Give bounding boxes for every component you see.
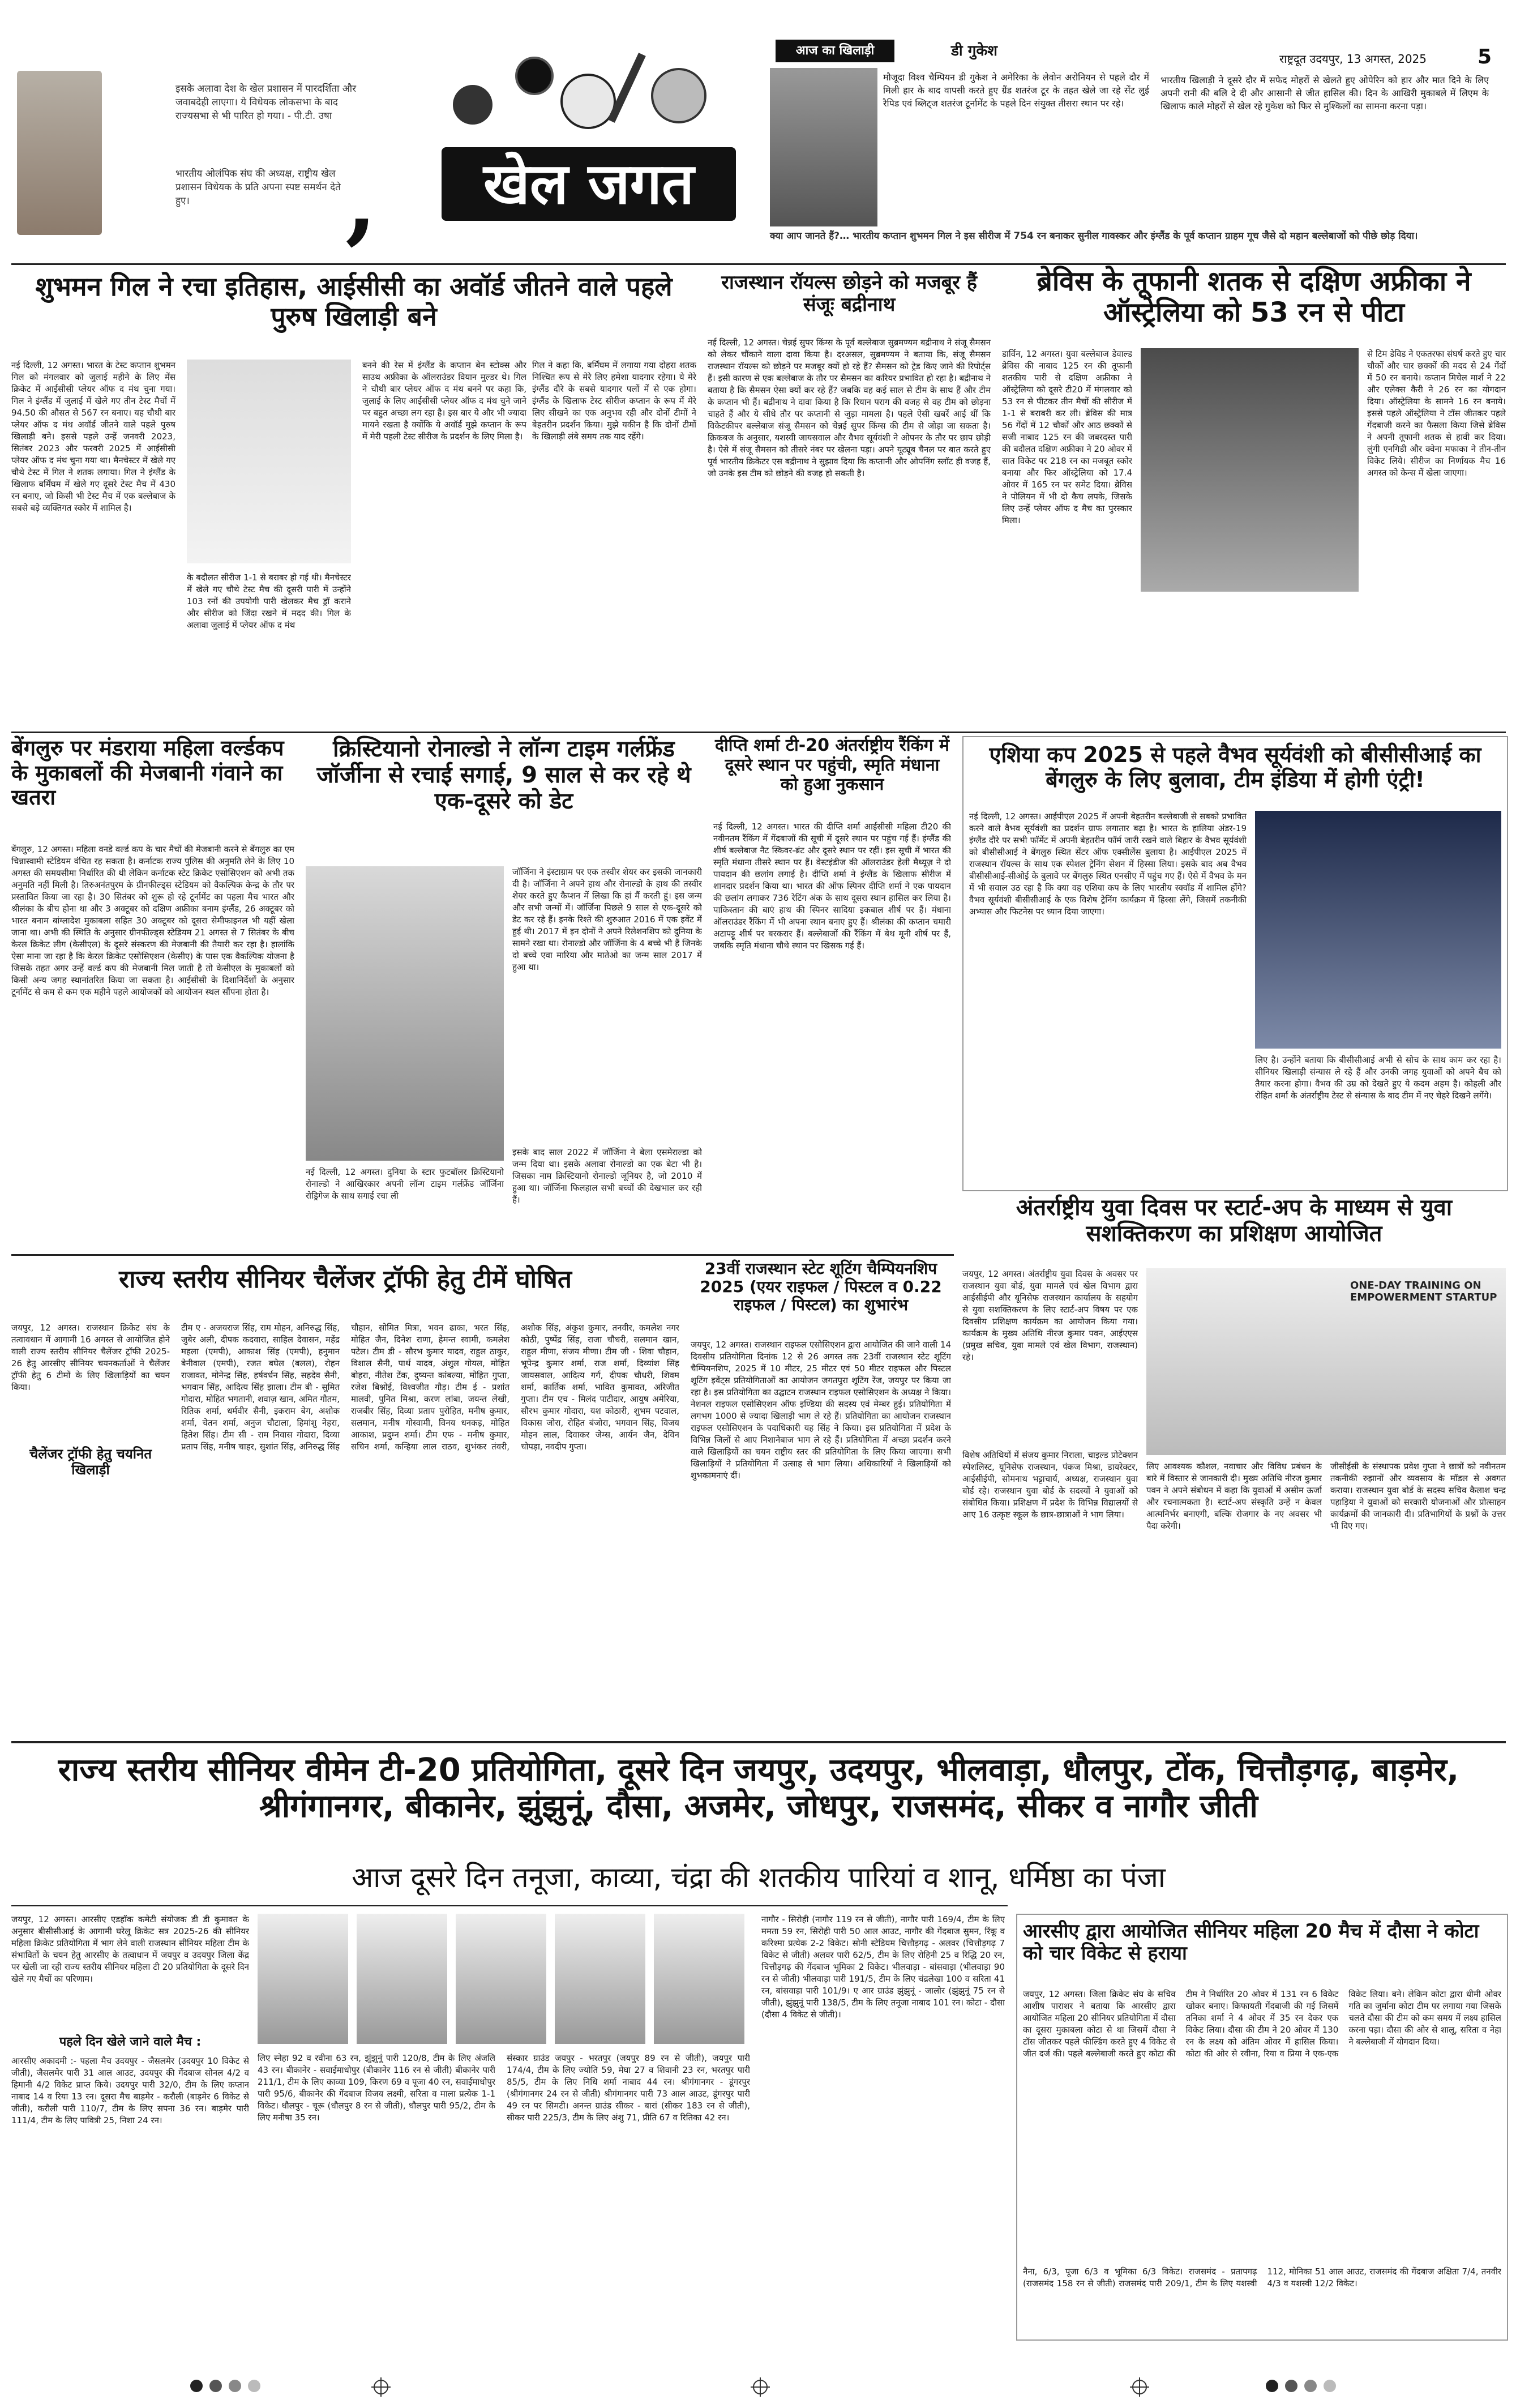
player-photo bbox=[555, 1914, 645, 2044]
article-title: 23वीं राजस्थान स्टेट शूटिंग चैम्पियनशिप 2025 (एयर राइफल / पिस्टल व 0.22 राइफल / पिस्टल) का शुभारंभ bbox=[700, 1259, 942, 1315]
article-body: लिए है। उन्होंने बताया कि बीसीसीआई अभी से सोच के साथ काम कर रहा है। सीनियर खिलाड़ी संन्यास ले रहे हैं और उनकी जगह युवाओं को अपने बैच को तैयार करना होगा। वैभव की उम्र को देखते हुए ये कदम अहम है। कोहली और रोहित शर्मा के अंतर्राष्ट्रीय टेस्ट से संन्यास के बाद टीम में नए चेहरे दिखने लगेंगे। bbox=[1255, 1055, 1501, 1101]
article-body: गिल ने कहा कि, बर्मिंघम में लगाया गया दोहरा शतक निश्चित रूप से मेरे लिए हमेशा यादगार रहेगा। ये मेरे इंग्लैंड दौरे के सबसे यादगार पलों में से एक होगा। इंग्लैंड के खिलाफ टेस्ट सीरीज कप्तान के रूप में मेरे लिए सीखने का एक अनुभव रही और दोनों टीमों ने बेहतरीन प्रदर्शन किया। मुझे यकीन है कि दोनों टीमों के खिलाड़ी लंबे समय तक याद रहेंगे। bbox=[532, 360, 696, 442]
dateline: राष्ट्रदूत उदयपुर, 13 अगस्त, 2025 bbox=[1279, 52, 1427, 66]
article-body: जयपुर, 12 अगस्त। आरसीए एडहॉक कमेटी संयोजक डी डी कुमावत के अनुसार बीसीसीआई के आगामी घरेलू क्रिकेट सत्र 2025-26 की सीनियर महिला क्रिकेट प्रतियोगिता में भाग लेने वाली राजस्थान सीनियर महिला टीम के संभावितों के चयन हेतु आरसीए के तत्वाधान में जयपुर व उदयपुर जिला केंद्र पर खेली जा रही राज्य स्तरीय सीनियर महिला टी 20 प्रतियोगिता के दूसरे दिन खेले गए मैचों का परिणाम। bbox=[11, 1914, 249, 1984]
player-photos bbox=[258, 1914, 750, 2044]
article-body: नैना, 6/3, पूजा 6/3 व भूमिका 6/3 विकेट। राजसमंद - प्रतापगढ़ (राजसमंद 158 रन से जीती) राजसमंद पारी 209/1, टीम के लिए यशस्वी 112, मोनिका 51 आल आउट, राजसमंद की गेंदबाज अक्षिता 7/4, तनवीर 4/3 व यशस्वी 12/2 विकेट। bbox=[1023, 2266, 1501, 2289]
article-body: डार्विन, 12 अगस्त। युवा बल्लेबाज डेवाल्ड ब्रेविस की नाबाद 125 रन की तूफानी शतकीय पारी से दक्षिण अफ्रीका ने ऑस्ट्रेलिया को दूसरे टी20 में मंगलवार को 53 रन से पीटकर तीन मैचों की सीरीज में 1-1 से बराबरी कर ली। ब्रेविस की मात्र 56 गेंदों में 12 चौकों और आठ छक्कों से सजी नाबाद 125 रन की जबरदस्त पारी की बदौलत दक्षिण अफ्रीका ने 20 ओवर में सात विकेट पर 218 रन का मजबूत स्कोर बनाया और फिर ऑस्ट्रेलिया को 17.4 ओवर में 165 रन पर समेट दिया। ब्रेविस ने पोलियन में भी दो कैच लपके, जिसके लिए उन्हें प्लेयर ऑफ द मैच का पुरस्कार मिला। bbox=[1002, 349, 1132, 525]
pt-usha-photo bbox=[17, 71, 102, 235]
article-body: नागौर - सिरोही (नागौर 119 रन से जीती), नागौर पारी 169/4, टीम के लिए ममता 59 रन, सिरोही पारी 50 आल आउट, नागौर की गेंदबाज सुमन, रिंकू व करिश्मा प्रत्येक 2-2 विकेट। सोनी स्टेडियम चित्तौड़गढ़ - अलवर (चित्तौड़गढ़ 7 विकेट से जीती) अलवर पारी 62/5, टीम के लिए रोहिनी 25 व रिद्धि 20 रन, चित्तौड़गढ़ की गेंदबाज भूमिका 2 विकेट। भीलवाड़ा - बांसवाड़ा (भीलवाड़ा 90 रन से जीती) भीलवाड़ा पारी 191/5, टीम के लिए चंद्रलेखा 100 व सरिता 41 रन, बांसवाड़ा पारी 101/9। ए आर ग्राउंड झुंझुनूं - जालोर (झुंझुनूं 75 रन से जीती), झुंझुनूं पारी 138/5, टीम के लिए तनूजा नाबाद 101 रन। कोटा - दौसा (दौसा 4 विकेट से जीती)। bbox=[761, 1914, 1005, 2020]
article-title: ब्रेविस के तूफानी शतक से दक्षिण अफ्रीका ने ऑस्ट्रेलिया को 53 रन से पीटा bbox=[1037, 266, 1471, 329]
article-title: बेंगलुरु पर मंडराया महिला वर्ल्डकप के मुकाबलों की मेजबानी गंवाने का खतरा bbox=[11, 735, 284, 810]
article-body: नई दिल्ली, 12 अगस्त। भारत के टेस्ट कप्तान शुभमन गिल को मंगलवार को जुलाई महीने के लिए मेंस क्रिकेट में आईसीसी प्लेयर ऑफ द मंथ चुना गया। गिल ने इंग्लैंड में जुलाई में खेले गए तीन टेस्ट मैचों में 94.50 की औसत से 567 रन बनाए। यह चौथी बार प्लेयर ऑफ द मंथ अवॉर्ड जीतने वाले पहले पुरुष खिलाड़ी बने। इससे पहले उन्हें जनवरी 2023, सितंबर 2023 और फरवरी 2025 में आईसीसी प्लेयर ऑफ द मंथ चुना गया था। मैनचेस्टर में खेले गए चौथे टेस्ट में गिल ने शतक लगाया। गिल ने इंग्लैंड के खिलाफ बर्मिंघम में खेले गए दूसरे टेस्ट मैच में 430 रन बनाए, जो किसी भी टेस्ट मैच में एक बल्लेबाज के सबसे बड़े व्यक्तिगत स्कोर में शामिल है। bbox=[11, 360, 175, 513]
player-text-continued: भारतीय खिलाड़ी ने दूसरे दौर में सफेद मोहरों से खेलते हुए ओपेरिन को हार और मात दिने के लिए अपनी रानी की बलि दे दी और आसानी से जीत हासिल की। दिन के आखिरी मुकाबले में लिएम के खिलाफ काले मोहरों से खेल रहे गुकेश को फिर से मुश्किलों का सामना करना पड़ा। bbox=[1160, 75, 1489, 112]
article-body: नई दिल्ली, 12 अगस्त। आईपीएल 2025 में अपनी बेहतरीन बल्लेबाजी से सबको प्रभावित करने वाले वैभव सूर्यवंशी का प्रदर्शन ग्राफ लगातार बढ़ा है। भारत के हालिया अंडर-19 इंग्लैंड दौरे पर सभी फॉर्मेट में अपनी बेहतरीन फॉर्म जारी रखने वाले बिहार के वैभव सूर्यवंशी को बीसीसीआई ने बेंगलुरु स्थित सेंटर ऑफ एक्सीलेंस बुलाया है। आईपीएल 2025 में राजस्थान रॉयल्स के साथ एक स्पेशल ट्रेनिंग सेशन में हिस्सा लिया। इसके बाद अब वैभव बीसीसीआई-सीओई के बुलावे पर बेंगलुरु स्थित एनसीए में पहुंच गए हैं। ऐसे में वैभव के मन में भी सवाल उठ रहा है कि क्या वह एशिया कप के लिए भारतीय स्क्वॉड में शामिल होंगे? वैभव सूर्यवंशी बीसीसीआई के एक विशेष ट्रेनिंग कार्यक्रम में हिस्सा लेंगे, जिसमें तकनीकी अभ्यास और फिटनेस पर ध्यान दिया जाएगा। bbox=[969, 811, 1247, 917]
article-body: आरसीए अकादमी :- पहला मैच उदयपुर - जैसलमेर (उदयपुर 10 विकेट से जीती), जैसलमेर पारी 31 आल आउट, उदयपुर की गेंदबाज सोनल 4/2 व हिमानी 4/2 विकेट प्राप्त किये। उदयपुर पारी 32/0, टीम के लिए कप्तान नाबाद 14 व रिया 13 रन। दूसरा मैच बाड़मेर - करौली (बाड़मेर 6 विकेट से जीती), करौली पारी 110/7, टीम के लिए सपना 36 रन। बाड़मेर पारी 111/4, टीम के लिए पावित्री 25, निशा 24 रन। bbox=[11, 2056, 249, 2125]
gukesh-photo bbox=[770, 68, 877, 226]
article-title: राज्य स्तरीय सीनियर चैलेंजर ट्रॉफी हेतु टीमें घोषित bbox=[119, 1265, 572, 1294]
article-title: शुभमन गिल ने रचा इतिहास, आईसीसी का अवॉर्ड जीतने वाले पहले पुरुष खिलाड़ी बने bbox=[35, 271, 673, 332]
article-body: नई दिल्ली, 12 अगस्त। भारत की दीप्ति शर्मा आईसीसी महिला टी20 की नवीनतम रैंकिंग में गेंदबाजों की सूची में दूसरे स्थान पर पहुंच गई हैं। इंग्लैंड की शीर्ष बल्लेबाज नैट स्किवर-ब्रंट और दूसरे स्थान पर रहीं। इस सूची में भारत की स्मृति मंधाना तीसरे स्थान पर हैं। वेस्टइंडीज की ऑलराउंडर हेली मैथ्यूज़ ने दो पायदान की छलांग लगाई है। दीप्ति शर्मा ने इंग्लैंड के खिलाफ सीरीज में शानदार प्रदर्शन किया था। भारत की ऑफ स्पिनर दीप्ति शर्मा ने एक पायदान की छलांग लगाकर 736 रेटिंग अंक के साथ दूसरा स्थान हासिल कर लिया है। पाकिस्तान की बाएं हाथ की स्पिनर सादिया इकबाल शीर्ष पर हैं। मंधाना ऑलराउंडर रैंकिंग में भी अपना स्थान बनाए हुए हैं। श्रीलंका की कप्तान चमारी अटापट्टू शीर्ष पर बरकरार हैं। बल्लेबाजों की रैंकिंग में बेथ मूनी शीर्ष पर हैं, जबकि स्मृति मंधाना चौथे स्थान पर खिसक गई हैं। bbox=[713, 822, 951, 951]
player-name: डी गुकेश bbox=[951, 42, 997, 59]
article-body: संस्कार ग्राउंड जयपुर - भरतपुर (जयपुर 89 रन से जीती), जयपुर पारी 174/4, टीम के लिए ज्योति 59, मेघा 27 व शिवानी 23 रन, भरतपुर पारी 85/5, टीम के लिए निधि शर्मा नाबाद 44 रन। श्रीगंगानगर - डूंगरपुर (श्रीगंगानगर 24 रन से जीती) श्रीगंगानगर पारी 73 आल आउट, डूंगरपुर पारी 49 रन पर सिमटी। अनन्त ग्राउंड सीकर - बारां (सीकर 183 रन से जीती), सीकर पारी 225/3, टीम के लिए अंशु 71, प्रीति 67 व रितिका 42 रन। bbox=[507, 2053, 750, 2123]
article-body: जयपुर, 12 अगस्त। राजस्थान राइफल एसोसिएशन द्वारा आयोजित की जाने वाली 14 दिवसीय प्रतियोगिता दिनांक 12 से 26 अगस्त तक 23वीं राजस्थान स्टेट शूटिंग चैम्पियनशिप, 2025 में 10 मीटर, 25 मीटर एवं 50 मीटर राइफल और पिस्टल शूटिंग इवेंट्स प्रतियोगिताओं का आयोजन जगतपुरा शूटिंग रेंज, जयपुर पर किया जा रहा है। इस प्रतियोगिता का उद्घाटन राजस्थान राइफल एसोसिएशन के अध्यक्ष ने किया। नेशनल राइफल एसोसिएशन ऑफ इण्डिया की सदस्य एवं मेम्बर हुई। प्रतियोगिता में लगभग 1000 से ज्यादा खिलाड़ी भाग ले रहे हैं। प्रतियोगिता का आयोजन राजस्थान राइफल एसोसिएशन के पदाधिकारी यह सिंह ने किया। इस प्रतियोगिता में प्रदेश के विभिन्न जिलों से आए निशानेबाज भाग ले रहे हैं। प्रतियोगिता में अच्छा प्रदर्शन करने वाले खिलाड़ियों का चयन राष्ट्रीय स्तर की प्रतियोगिता के लिए किया जाएगा। सभी खिलाड़ियों ने प्रतियोगिता में उत्साह से भाग लिया। अधिकारियों ने खिलाड़ियों को शुभकामनाएं दीं। bbox=[691, 1340, 951, 1481]
article-body: नई दिल्ली, 12 अगस्त। चेन्नई सुपर किंग्स के पूर्व बल्लेबाज सुब्रमण्यम बद्रीनाथ ने संजू सैमसन को लेकर चौंकाने वाला दावा किया है। दरअसल, सुब्रमण्यम ने बताया कि, संजू सैमसन राजस्थान रॉयल्स को छोड़ने पर मजबूर क्यों हो रहे हैं? सैमसन को ट्रेड किए जाने की रिपोर्ट्स हैं। इसी कारण से एक बल्लेबाज के तौर पर सैमसन का करियर प्रभावित हो रहा है। बद्रीनाथ ने बताया है कि सैमसन ऐसा क्यों कर रहे हैं? जबकि वह कई साल से टीम के साथ हैं और टीम के कप्तान भी हैं। बद्रीनाथ ने दावा किया है कि रियान पराग की वजह से वह टीम को छोड़ना चाहते हैं और ये सीधे तौर पर कप्तानी से जुड़ा मामला है। पहले ऐसी खबरें आई थीं कि विकेटकीपर बल्लेबाज संजू सैमसन को चेन्नई सुपर किंग्स की टीम से जोड़ा जा सकता है। क्रिकबज के अनुसार, यशस्वी जायसवाल और वैभव सूर्यवंशी ने ओपनर के तौर पर छाप छोड़ी है। ऐसे में संजू सैमसन को तीसरे नंबर पर खेलना पड़ा। अपने यूट्यूब चैनल पर बात करते हुए पूर्व भारतीय क्रिकेटर एस बद्रीनाथ ने सुझाव दिया कि कप्तानी और ओपनिंग स्लॉट ही वजह हैं, जो उनके इस टीम को छोड़ने की वजह हो सकती है। bbox=[708, 337, 991, 478]
did-you-know: क्या आप जानते हैं?… भारतीय कप्तान शुभमन गिल ने इस सीरीज में 754 रन बनाकर सुनील गावस्कर और इंग्लैंड के पूर्व कप्तान ग्राहम गूच जैसे दो महान बल्लेबाजों को पीछे छोड़ दिया। bbox=[770, 230, 1418, 242]
article-body: जीसीईसी के संस्थापक प्रवेश गुप्ता ने छात्रों को नवीनतम तकनीकी रुझानों और व्यवसाय के मॉडल से अवगत कराया। राजस्थान युवा बोर्ड के सदस्य सचिव कैलाश चन्द्र पहाड़िया ने युवाओं को सरकारी योजनाओं और प्रोत्साहन कार्यक्रमों की जानकारी दी। प्रतिभागियों के प्रश्नों के उत्तर भी दिए गए। bbox=[1330, 1461, 1506, 1531]
vaibhav-photo bbox=[1255, 811, 1501, 1049]
crosshair-icon bbox=[374, 2380, 388, 2394]
article-body: इसके बाद साल 2022 में जॉर्जिना ने बेला एसमेराल्डा को जन्म दिया था। इसके अलावा रोनाल्डो का एक बेटा भी है। जिसका नाम क्रिस्टियानो रोनाल्डो जूनियर है, जो 2010 में हुआ था। जॉर्जिना फिलहाल सभी बच्चों की देखभाल कर रही हैं। bbox=[512, 1147, 702, 1205]
player-photo bbox=[357, 1914, 447, 2044]
article-title: एशिया कप 2025 से पहले वैभव सूर्यवंशी को बीसीसीआई का बेंगलुरु के लिए बुलावा, टीम इंडिया में होगी एंट्री! bbox=[989, 742, 1481, 792]
article-vaibhav bbox=[962, 736, 1508, 1191]
gill-photo bbox=[187, 360, 351, 563]
article-subhead: चैलेंजर ट्रॉफी हेतु चयनित खिलाड़ी bbox=[29, 1446, 152, 1478]
masthead bbox=[419, 40, 759, 243]
article-rca-box bbox=[1016, 1914, 1508, 2341]
quote-text: इसके अलावा देश के खेल प्रशासन में पारदर्शिता और जवाबदेही लाएगा। ये विधेयक लोकसभा के बाद राज्यसभा से भी पारित हो गया। - पी.टी. उषा bbox=[175, 83, 357, 122]
masthead-title: खेल जगत bbox=[442, 147, 736, 221]
article-body: जयपुर, 12 अगस्त। अंतर्राष्ट्रीय युवा दिवस के अवसर पर राजस्थान युवा बोर्ड, युवा मामले एवं खेल विभाग द्वारा आईसीईपी और यूनिसेफ राजस्थान कार्यालय के सहयोग से युवा सशक्तिकरण के लिए स्टार्ट-अप विषय पर एक दिवसीय प्रशिक्षण कार्यक्रम का आयोजन किया गया। कार्यक्रम के मुख्य अतिथि नीरज कुमार पवन, आईएएस (प्रमुख सचिव, युवा मामले एवं खेल विभाग, राजस्थान) रहे। bbox=[962, 1269, 1138, 1362]
player-photo bbox=[654, 1914, 744, 2044]
article-body: बनने की रेस में इंग्लैंड के कप्तान बेन स्टोक्स और साउथ अफ्रीका के ऑलराउंडर वियान मुल्डर थे। गिल ने चौथी बार प्लेयर ऑफ द मंथ बनने पर कहा कि, जुलाई के लिए आईसीसी प्लेयर ऑफ द मंथ चुने जाने पर बहुत अच्छा लग रहा है। इस बार ये और भी ज्यादा मायने रखता है क्योंकि ये अवॉर्ड मुझे कप्तान के रूप में मेरी पहली टेस्ट सीरीज के प्रदर्शन के लिए मिला है। bbox=[362, 360, 526, 442]
article-body: विशेष अतिथियों में संजय कुमार निराला, चाइल्ड प्रोटेक्शन स्पेशलिस्ट, यूनिसेफ राजस्थान, पंकज मिश्रा, डायरेक्टर, आईसीईपी, सोमनाथ भट्टाचार्य, अध्यक्ष, राजस्थान युवा बोर्ड रहे। राजस्थान युवा बोर्ड के सदस्यों ने युवाओं को संबोधित किया। प्रशिक्षण में प्रदेश के विभिन्न विद्यालयों से आए 16 उत्कृष्ट स्कूल के छात्र-छात्राओं ने भाग लिया। bbox=[962, 1450, 1138, 1520]
player-photo bbox=[456, 1914, 546, 2044]
article-body: बेंगलुरु, 12 अगस्त। महिला वनडे वर्ल्ड कप के चार मैचों की मेजबानी करने से बेंगलुरु का एम चिन्नास्वामी स्टेडियम वंचित रह सकता है। कर्नाटक राज्य पुलिस की अनुमति लेने के लिए 10 अगस्त की समयसीमा निर्धारित की थी लेकिन कर्नाटक स्टेट क्रिकेट एसोसिएशन को अभी तक अनुमति नहीं मिली है। तिरुअनंतपुरम के ग्रीनफील्ड्स स्टेडियम को वैकल्पिक केन्द्र के तौर पर प्रस्तावित किया जा रहा है। 30 सितंबर को शुरू हो रहे टूर्नामेंट का पहला मैच भारत और श्रीलंका के बीच होना था और 3 अक्टूबर को दक्षिण अफ्रीका बनाम इंग्लैंड, 26 अक्टूबर को भारत बनाम बांग्लादेश मुकाबला सहित 30 अक्टूबर को दूसरा सेमीफाइनल भी यहीं खेला जाना था। अभी की स्थिति के अनुसार ग्रीनफील्ड्स स्टेडियम 21 अगस्त से 7 सितंबर के बीच केरल क्रिकेट लीग (केसीएल) के दूसरे संस्करण की मेजबानी की तैयारी कर रहा है। हालांकि ऐसा माना जा रहा है कि केरल क्रिकेट एसोसिएशन (केसीए) के पास एक वैकल्पिक योजना है जिसके तहत अगर उन्हें वर्ल्ड कप की मेजबानी मिल जाती है तो केसीएल के मुकाबलों को किसी अन्य जगह स्थानांतरित किया जा सकता है। आईसीसी के दिशानिर्देशों के अनुसार टूर्नामेंट से कम से कम एक महीने पहले आयोजकों को आयोजन स्थल सौंपना होता है। bbox=[11, 844, 294, 997]
article-body: जयपुर, 12 अगस्त। जिला क्रिकेट संघ के सचिव आशीष पाराशर ने बताया कि आरसीए द्वारा आयोजित महिला 20 सीनियर प्रतियोगिता में दौसा का दूसरा मुकाबला कोटा से था जिसमें दौसा ने टॉस जीतकर पहले फील्डिंग करते हुए 4 विकेट से जीत दर्ज की। पहले बल्लेबाजी करते हुए कोटा की टीम ने निर्धारित 20 ओवर में 131 रन 6 विकेट खोकर बनाए। किफायती गेंदबाजी की गई जिसमें तनिका शर्मा ने 4 ओवर में 35 रन देकर एक विकेट लिया। दौसा की टीम ने 20 ओवर में 130 रन के लक्ष्य को अंतिम ओवर में हासिल किया। कोटा की ओर से रवीना, रिया व प्रिया ने एक-एक विकेट लिया। बने। लेकिन कोटा द्वारा धीमी ओवर गति का जुर्माना कोटा टीम पर लगाया गया जिसके चलते दौसा की टीम को कम समय में लक्ष्य हासिल करना पड़ा। दौसा की ओर से शालू, सरिता व नेहा ने बल्लेबाजी में योगदान दिया। bbox=[1023, 1989, 1501, 2059]
article-body: लिए स्नेहा 92 व रवीना 63 रन, झुंझुनूं पारी 120/8, टीम के लिए अंजलि 43 रन। बीकानेर - सवाईमाधोपुर (बीकानेर 116 रन से जीती) बीकानेर पारी 211/1, टीम के लिए काव्या 109, किरण 69 व पूजा 40 रन, सवाईमाधोपुर पारी 95/6, बीकानेर की गेंदबाज विजय लक्ष्मी, सरिता व माला प्रत्येक 1-1 विकेट। धौलपुर - चूरू (धौलपुर 8 रन से जीती), धौलपुर पारी 95/2, टीम के लिए मनीषा 35 रन। bbox=[258, 2053, 495, 2123]
brevis-photo bbox=[1141, 348, 1359, 592]
article-challenger bbox=[11, 1260, 679, 1735]
article-deepti bbox=[713, 736, 951, 1263]
quote-comma-mark: , bbox=[345, 148, 377, 254]
page-number: 5 bbox=[1478, 45, 1492, 69]
article-body: से टिम डेविड ने एकतरफा संघर्ष करते हुए चार चौकों और चार छक्कों की मदद से 24 गेंदों में 50 रन बनाये। कप्तान मिचेल मार्श ने 22 और एलेक्स कैरी ने 26 रन का योगदान दिया। ऑस्ट्रेलिया के सामने 16 रन बनाये। इससे पहले ऑस्ट्रेलिया ने टॉस जीतकर पहले गेंदबाजी करने का फैसला किया जिसे ब्रेविस ने अपनी तूफानी शतक से हावी कर दिया। लुंगी एनगिडी और क्वेना मफाका ने तीन-तीन विकेट लिये। सीरीज का निर्णायक मैच 16 अगस्त को केन्स में खेला जाएगा। bbox=[1367, 349, 1506, 478]
article-title: आरसीए द्वारा आयोजित सीनियर महिला 20 मैच में दौसा ने कोटा को चार विकेट से हराया bbox=[1023, 1920, 1479, 1965]
header bbox=[11, 40, 1506, 263]
article-title: क्रिस्टियानो रोनाल्डो ने लॉन्ग टाइम गर्लफ्रेंड जॉर्जीना से रचाई सगाई, 9 साल से कर रहे थे एक-दूसरे को डेट bbox=[316, 736, 691, 814]
article-caption: नई दिल्ली, 12 अगस्त। दुनिया के स्टार फुटबॉलर क्रिस्टियानो रोनाल्डो ने आखिरकार अपनी लॉन्ग टाइम गर्लफ्रेंड जॉर्जिना रोड्रिगेज के साथ सगाई रचा ली bbox=[306, 1167, 504, 1201]
registration-marks bbox=[0, 2375, 1516, 2398]
article-subhead: पहले दिन खेले जाने वाले मैच : bbox=[59, 2035, 202, 2049]
article-title: राज्य स्तरीय सीनियर वीमेन टी-20 प्रतियोगिता, दूसरे दिन जयपुर, उदयपुर, भीलवाड़ा, धौलपुर, टोंक, चित्तौड़गढ़, बाड़मेर, श्रीगंगानगर, बीकानेर, झुंझुनूं, दौसा, अजमेर, जोधपुर, राजसमंद, सीकर व नागौर जीती bbox=[58, 1752, 1459, 1825]
article-body: जयपुर, 12 अगस्त। राजस्थान क्रिकेट संघ के तत्वावधान में आगामी 16 अगस्त से आयोजित होने वाली राज्य स्तरीय सीनियर चैलेंजर ट्रॉफी 2025-26 हेतु आरसीए सीनियर चयनकर्ताओं ने चैलेंजर ट्रॉफी हेतु 6 टीमों के लिए खिलाड़ियों का चयन किया। bbox=[11, 1323, 170, 1392]
player-of-day-label: आज का खिलाड़ी bbox=[776, 40, 894, 62]
article-body: लिए आवश्यक कौशल, नवाचार और विविध प्रबंधन के बारे में विस्तार से जानकारी दी। मुख्य अतिथि नीरज कुमार पवन ने अपने संबोधन में कहा कि युवाओं में असीम ऊर्जा और रचनात्मकता है। स्टार्ट-अप संस्कृति उन्हें न केवल आत्मनिर्भर बनाएगी, बल्कि रोजगार के नए अवसर भी पैदा करेगी। bbox=[1146, 1461, 1322, 1531]
sports-equipment-icon bbox=[453, 51, 725, 136]
article-subtitle: आज दूसरे दिन तनूजा, काव्या, चंद्रा की शतकीय पारियां व शानू, धर्मिष्ठा का पंजा bbox=[352, 1861, 1166, 1894]
article-sanju bbox=[708, 266, 991, 730]
quote-subtext: भारतीय ओलंपिक संघ की अध्यक्ष, राष्ट्रीय खेल प्रशासन विधेयक के प्रति अपना स्पष्ट समर्थन देते हुए। bbox=[175, 168, 341, 207]
article-title: राजस्थान रॉयल्स छोड़ने को मजबूर हैं संजूः बद्रीनाथ bbox=[721, 271, 977, 316]
banner-text: ONE-DAY TRAINING ON EMPOWERMENT STARTUP bbox=[1350, 1280, 1497, 1303]
player-photo bbox=[258, 1914, 348, 2044]
quote-box bbox=[11, 54, 396, 254]
player-text: मौजूदा विश्व चैम्पियन डी गुकेश ने अमेरिका के लेवोन अरोनियन से पहले दौर में मिली हार के बाद वापसी करते हुए ग्रैंड शतरंज टूर के तहत खेले जा रहे सेंट लुई रैपिड एवं ब्लिट्ज शतरंज टूर्नामेंट के पहले दिन संयुक्त तीसरा स्थान पर रहे। bbox=[883, 72, 1149, 109]
crosshair-icon bbox=[1132, 2380, 1147, 2394]
article-bengaluru bbox=[11, 736, 294, 1263]
article-title: दीप्ति शर्मा टी-20 अंतर्राष्ट्रीय रैंकिंग में दूसरे स्थान पर पहुंची, स्मृति मंधाना को हुआ नुकसान bbox=[715, 735, 949, 794]
article-ronaldo bbox=[306, 736, 702, 1263]
crosshair-icon bbox=[753, 2380, 768, 2394]
article-body: टीम ए - अजयराज सिंह, राम मोहन, अनिरुद्ध सिंह, जुबेर अली, दीपक कदवारा, साहिल देवासन, महेंद्र महला (एमपी), आकाश सिंह (एमपी), हनुमान बेनीवाल (एमपी), रजत बघेल (बलल), रोहन राजावत, मोनेन्द्र सिंह, हर्षवर्धन सिंह, सहदेव सैनी, भगवान सिंह, आदित्य सिंह झाला। टीम बी - सुमित गोदारा, मोहित भगतानी, शवाज़ खान, अमित गौतम, रितिक शर्मा, धर्मवीर सैनी, इकराम बेग, अशोक शर्मा, चेतन शर्मा, अनुज चौटाला, हिमांशु नेहरा, हितेश सिंह। टीम सी - राम निवास गोदारा, दिव्या प्रताप सिंह, मनीष चाहर, सुशांत सिंह, अनिरुद्ध सिंह चौहान, सोमित मित्रा, भवन ढाका, भरत सिंह, मोहित जैन, दिनेश राणा, हेमन्त स्वामी, कमलेश पटेल। टीम डी - सौरभ कुमार यादव, राहुल ठाकुर, विशाल सैनी, पार्थ यादव, अंशुल गोयल, मोहित बोहरा, नीतेश टेंक, दुष्यन्त कांबल्या, मोहित गुप्ता, रजेश बिश्नोई, विश्वजीत गौड़। टीम ई - प्रशांत मालवी, पुनित मिश्रा, करण लांबा, जयन्त लेखी, राजबीर सिंह, दिव्या प्रताप पुरोहित, मनीष कुमार, सलमान, मनीष गोस्वामी, विनय धनकड़, मोहित आकाश, प्रदुम्न शर्मा। टीम एफ - मनीष कुमार, सचिन शर्मा, कन्हिया लाल राठव, शुभंकर तंवरी, अशोक सिंह, अंकुश कुमार, तनवीर, कमलेश नगर कोठी, पुष्पेंद्र सिंह, राजा चौधरी, सलमान खान, राहुल मीणा, संजय मीणा। टीम जी - शिवा चौहान, भूपेन्द्र कुमार शर्मा, राज शर्मा, दिव्यांश सिंह जायसवाल, आदित्य गर्ग, दीपक चौधरी, शिवम शर्मा, कार्तिक शर्मा, भावित कुमावत, अरिजीत गुप्ता। टीम एच - मिलंद पाटीदार, आयुष अमेरिया, सौरभ कुमार गोदारा, यश कोठारी, शुभम पटवाल, विकास जोरा, रोहित बंजोरा, भगवान सिंह, विजय मोहन लाल, दिवाकर जेम्स, आर्यन जैन, देविन चोपड़ा, नवदीप गुप्ता। bbox=[181, 1323, 679, 1452]
color-dots bbox=[1262, 2380, 1339, 2394]
article-women-t20 bbox=[11, 1747, 1506, 2358]
article-body: के बदौलत सीरीज 1-1 से बराबर हो गई थी। मैनचेस्टर में खेले गए चौथे टेस्ट मैच की दूसरी पारी में उन्होंने 103 रनों की उपयोगी पारी खेलकर मैच ड्रॉ कराने और सीरीज को जिंदा रखने में मदद की। गिल के अलावा जुलाई में प्लेयर ऑफ द मंथ bbox=[187, 572, 351, 630]
ronaldo-photo bbox=[306, 866, 504, 1161]
article-gill bbox=[11, 266, 696, 730]
article-body: जॉर्जिना ने इंस्टाग्राम पर एक तस्वीर शेयर कर इसकी जानकारी दी है। जॉर्जिना ने अपने हाथ और रोनाल्डो के हाथ की तस्वीर शेयर करते हुए कैप्शन में लिखा कि हां मैं करती हूं। इस जन्म और सभी जन्मों में। जॉर्जिना पिछले 9 साल से एक-दूसरे को डेट कर रहे हैं। इनके रिश्ते की शुरुआत 2016 में एक इवेंट में हुई थी। 2017 में इन दोनों ने अपने रिलेशनशिप को दुनिया के सामने रखा था। रोनाल्डो और जॉर्जिना के 4 बच्चे भी हैं जिनके दो बच्चे एवा मारिया और मातेओ का जन्म साल 2017 में हुआ था। bbox=[512, 867, 702, 972]
youth-day-photo bbox=[1146, 1268, 1506, 1455]
article-title: अंतर्राष्ट्रीय युवा दिवस पर स्टार्ट-अप के माध्यम से युवा सशक्तिकरण का प्रशिक्षण आयोजित bbox=[1016, 1195, 1453, 1247]
article-shooting bbox=[691, 1260, 951, 1735]
color-dots bbox=[187, 2380, 264, 2394]
article-brevis bbox=[1002, 266, 1506, 730]
